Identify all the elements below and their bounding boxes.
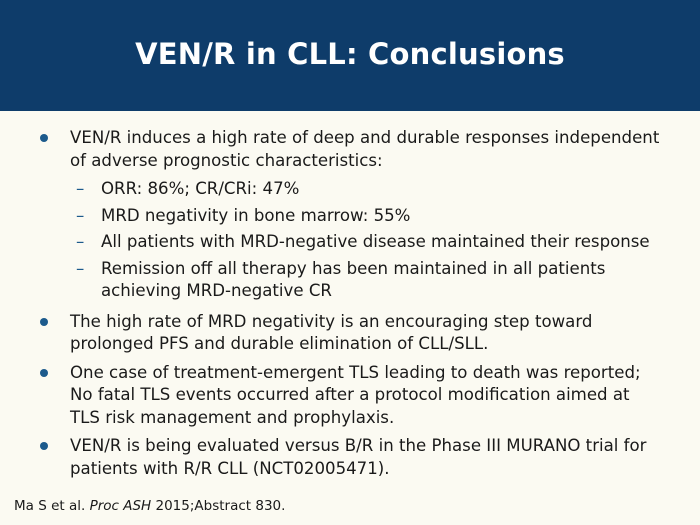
bullet-item bbox=[0, 362, 700, 430]
bullet-item bbox=[0, 435, 700, 480]
sub-bullet-item bbox=[0, 205, 700, 228]
bullet-dot-icon bbox=[40, 442, 48, 450]
reference-authors: Ma S et al. bbox=[14, 498, 86, 514]
bullet-text: VEN/R is being evaluated versus B/R in the Phase III MURANO trial for patients with R/R CLL (NCT02005471). bbox=[70, 436, 647, 478]
dash-icon: – bbox=[76, 232, 85, 251]
bullet-item bbox=[0, 311, 700, 356]
reference-details: 2015;Abstract 830. bbox=[155, 498, 286, 514]
sub-bullet-text: All patients with MRD-negative disease maintained their response bbox=[101, 232, 650, 251]
sub-bullet-text: MRD negativity in bone marrow: 55% bbox=[101, 205, 411, 225]
bullet-text: The high rate of MRD negativity is an encouraging step toward prolonged PFS and durable elimination of CLL/SLL. bbox=[70, 311, 593, 353]
sub-bullet-item bbox=[0, 231, 700, 254]
bullet-item bbox=[0, 127, 700, 172]
sub-bullet-text: ORR: 86%; CR/CRi: 47% bbox=[101, 179, 300, 198]
dash-icon: – bbox=[76, 258, 85, 278]
bullet-dot-icon bbox=[40, 318, 48, 326]
sub-bullet-item bbox=[0, 258, 700, 303]
sub-bullet-item bbox=[0, 178, 700, 201]
slide-content bbox=[0, 127, 700, 486]
bullet-text: VEN/R induces a high rate of deep and durable responses independent of adverse prognostic characteristics: bbox=[70, 128, 660, 170]
bullet-dot-icon bbox=[40, 369, 48, 377]
bullet-text: One case of treatment-emergent TLS leading to death was reported; No fatal TLS events occurred after a protocol modification aimed at TLS risk management and prophylaxis. bbox=[70, 362, 641, 427]
bullet-dot-icon bbox=[40, 134, 48, 142]
reference-journal: Proc ASH bbox=[89, 498, 152, 514]
slide-title: VEN/R in CLL: Conclusions bbox=[135, 36, 565, 71]
dash-icon: – bbox=[76, 205, 85, 225]
dash-icon: – bbox=[76, 179, 85, 198]
sub-bullet-list bbox=[0, 178, 700, 303]
reference-citation bbox=[14, 498, 285, 514]
sub-bullet-text: Remission off all therapy has been maintained in all patients achieving MRD-negative CR bbox=[101, 258, 606, 300]
